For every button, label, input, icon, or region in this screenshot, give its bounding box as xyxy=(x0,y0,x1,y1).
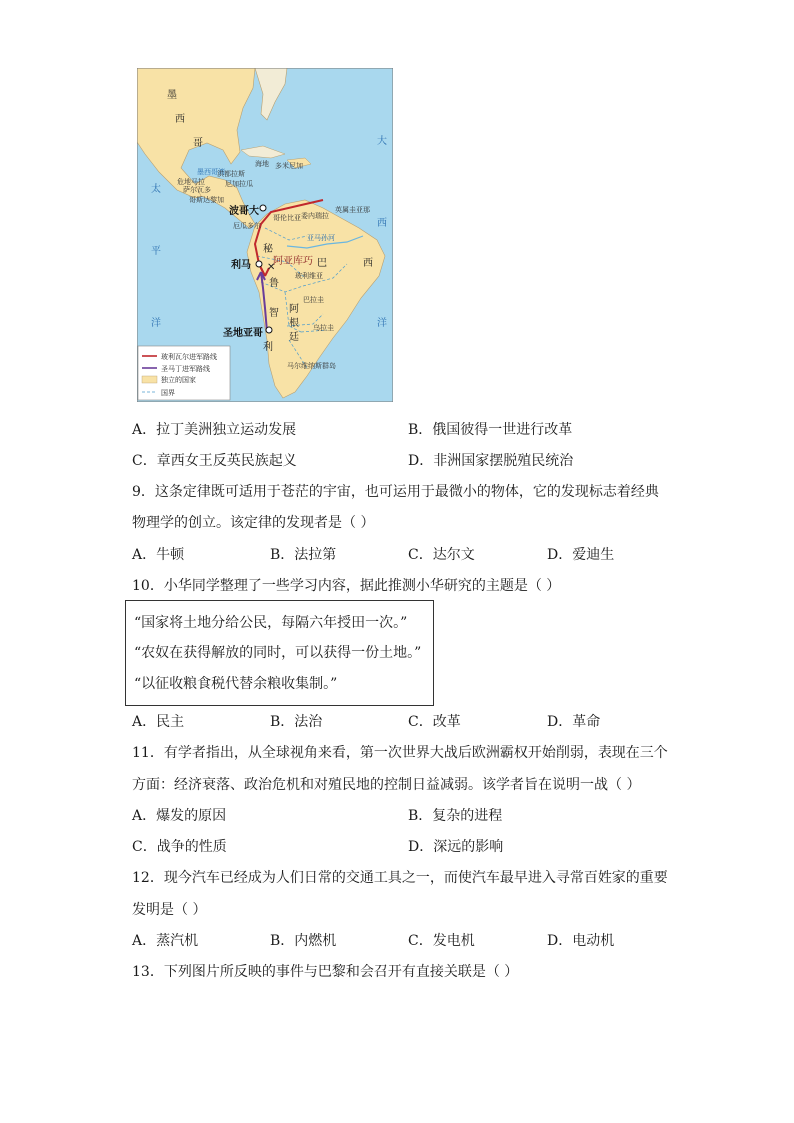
q11-option-c[interactable]: C．战争的性质 xyxy=(132,839,227,855)
bogota-marker xyxy=(260,205,266,211)
label-peru-1: 秘 xyxy=(263,244,273,255)
label-argentina-2: 根 xyxy=(289,318,299,329)
legend-independent: 独立的国家 xyxy=(161,376,196,384)
q11-option-d[interactable]: D．深远的影响 xyxy=(408,839,504,855)
label-santiago: 圣地亚哥 xyxy=(223,328,263,339)
label-bogota: 波哥大 xyxy=(229,206,259,217)
latin-america-independence-map xyxy=(137,68,393,402)
legend-bolivar: 玻利瓦尔进军路线 xyxy=(161,353,217,361)
legend-border: 国界 xyxy=(161,389,175,397)
label-colombia: 哥伦比亚 xyxy=(273,214,301,222)
label-guyanas: 英属圭亚那 xyxy=(335,206,370,214)
label-mexico-2: 西 xyxy=(175,114,185,125)
label-atlantic-2: 西 xyxy=(377,218,387,229)
q11-option-a[interactable]: A．爆发的原因 xyxy=(132,808,227,824)
q10-quote-1: “国家将土地分给公民，每隔六年授田一次。” xyxy=(134,615,408,631)
q9-option-c[interactable]: C．达尔文 xyxy=(408,547,475,563)
label-pacific-2: 平 xyxy=(151,246,161,257)
label-pacific-3: 洋 xyxy=(151,318,161,329)
label-nicaragua: 尼加拉瓜 xyxy=(225,180,253,188)
label-brazil-1: 巴 xyxy=(317,258,327,269)
label-argentina-1: 阿 xyxy=(289,304,299,315)
label-mexico-3: 哥 xyxy=(193,138,203,149)
label-venezuela: 委内瑞拉 xyxy=(301,212,329,220)
label-costa-rica: 哥斯达黎加 xyxy=(189,196,224,204)
label-ecuador: 厄瓜多尔 xyxy=(233,222,261,230)
q10-option-a[interactable]: A．民主 xyxy=(132,714,185,730)
q11-stem-line1: 11．有学者指出，从全球视角来看，第一次世界大战后欧洲霸权开始削弱，表现在三个 xyxy=(132,745,668,761)
lima-marker xyxy=(256,261,262,267)
q8-option-d[interactable]: D．非洲国家摆脱殖民统治 xyxy=(408,453,574,469)
ayacucho-battle-mark: ✕ xyxy=(267,262,276,273)
q12-stem-line1: 12．现今汽车已经成为人们日常的交通工具之一，而使汽车最早进入寻常百姓家的重要 xyxy=(132,870,668,886)
legend-san-martin: 圣马丁进军路线 xyxy=(161,365,210,373)
q9-stem-line1: 9．这条定律既可适用于苍茫的宇宙，也可运用于最微小的物体，它的发现标志着经典 xyxy=(132,484,659,500)
q10-quote-box xyxy=(125,600,434,706)
label-argentina-3: 廷 xyxy=(289,332,299,343)
label-malvinas: 马尔维纳斯群岛 xyxy=(287,362,336,370)
q12-option-d[interactable]: D．电动机 xyxy=(547,933,615,949)
label-gulf: 墨西哥湾 xyxy=(197,168,225,176)
map-legend xyxy=(138,346,230,400)
q12-option-b[interactable]: B．内燃机 xyxy=(270,933,337,949)
label-pacific-1: 太 xyxy=(151,184,161,195)
q10-quote-2: “农奴在获得解放的同时，可以获得一份土地。” xyxy=(134,645,422,661)
label-bolivia: 玻利维亚 xyxy=(295,272,323,280)
label-el-salvador: 萨尔瓦多 xyxy=(183,186,211,194)
label-chile-1: 智 xyxy=(269,308,279,319)
label-chile-2: 利 xyxy=(263,342,273,353)
q9-stem-line2: 物理学的创立。该定律的发现者是（ ） xyxy=(132,515,375,531)
q8-option-a[interactable]: A．拉丁美洲独立运动发展 xyxy=(132,422,297,438)
q12-stem-line2: 发明是（ ） xyxy=(132,902,207,918)
label-honduras: 洪都拉斯 xyxy=(217,170,245,178)
label-guatemala: 危地马拉 xyxy=(177,178,205,186)
legend-independent-swatch xyxy=(142,376,157,383)
q8-option-b[interactable]: B．俄国彼得一世进行改革 xyxy=(408,422,573,438)
q11-stem-line2: 方面：经济衰落、政治危机和对殖民地的控制日益减弱。该学者旨在说明一战（ ） xyxy=(132,777,641,793)
label-dominican: 多米尼加 xyxy=(275,162,303,170)
q10-quote-3: “以征收粮食税代替余粮收集制。” xyxy=(134,676,338,692)
label-haiti: 海地 xyxy=(255,160,269,168)
map-svg xyxy=(137,68,393,402)
q12-option-a[interactable]: A．蒸汽机 xyxy=(132,933,199,949)
q13-stem: 13．下列图片所反映的事件与巴黎和会召开有直接关联是（ ） xyxy=(132,964,519,980)
q9-option-a[interactable]: A．牛顿 xyxy=(132,547,185,563)
q9-option-d[interactable]: D．爱迪生 xyxy=(547,547,615,563)
label-paraguay: 巴拉圭 xyxy=(303,296,324,304)
q11-option-b[interactable]: B．复杂的进程 xyxy=(408,808,503,824)
q8-option-c[interactable]: C．章西女王反英民族起义 xyxy=(132,453,297,469)
label-brazil-2: 西 xyxy=(363,258,373,269)
q10-option-b[interactable]: B．法治 xyxy=(270,714,323,730)
q10-option-c[interactable]: C．改革 xyxy=(408,714,461,730)
label-atlantic-3: 洋 xyxy=(377,318,387,329)
q10-stem: 10．小华同学整理了一些学习内容，据此推测小华研究的主题是（ ） xyxy=(132,578,561,594)
label-lima: 利马 xyxy=(231,260,251,271)
label-uruguay: 乌拉圭 xyxy=(313,324,334,332)
label-peru-2: 鲁 xyxy=(269,278,279,289)
label-mexico-1: 墨 xyxy=(167,90,177,101)
q12-option-c[interactable]: C．发电机 xyxy=(408,933,475,949)
q9-option-b[interactable]: B．法拉第 xyxy=(270,547,337,563)
q10-option-d[interactable]: D．革命 xyxy=(547,714,601,730)
label-atlantic-1: 大 xyxy=(377,136,387,147)
label-amazon: 亚马孙河 xyxy=(307,234,335,242)
santiago-marker xyxy=(266,327,272,333)
label-ayacucho: 阿亚库巧 xyxy=(273,256,313,267)
